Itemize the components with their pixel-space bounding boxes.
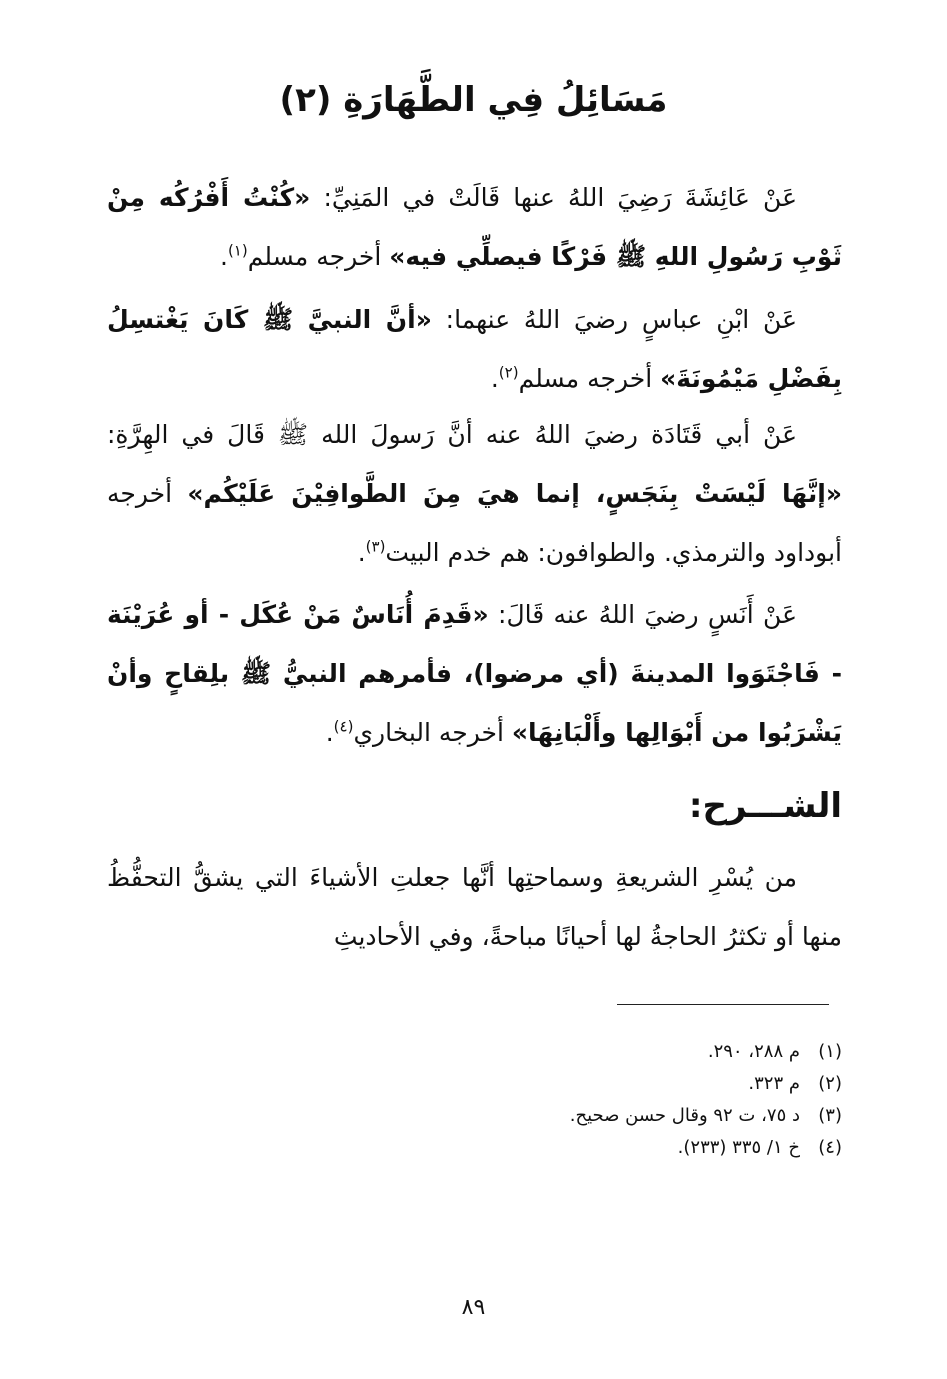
hadith-text xyxy=(107,290,842,408)
footnotes xyxy=(107,1036,842,1164)
page-number: ٨٩ xyxy=(461,1295,486,1320)
hadith-text xyxy=(107,405,842,582)
commentary-paragraph xyxy=(107,848,842,966)
hadith-quote: «كُنْتُ أَفْرُكُه مِنْ ثَوْبِ رَسُولِ اللهِ ﷺ فَرْكًا فيصلِّي فيه» xyxy=(107,183,842,271)
footnote-number: (٤) xyxy=(818,1137,842,1158)
hadith-intro: عَنْ أَنَسٍ رضيَ اللهُ عنه قَالَ: xyxy=(488,600,797,629)
footnote-marker: (٣) xyxy=(365,537,386,556)
footnote-text: م ٣٢٣. xyxy=(748,1073,800,1094)
hadith-quote: «أنَّ النبيَّ ﷺ كَانَ يَغْتسِلُ بِفَضْلِ مَيْمُونَةَ» xyxy=(107,305,842,393)
hadith-intro: عَنْ أبي قَتَادَة رضيَ اللهُ عنه أنَّ رَسولَ الله ﷺ قَالَ في الهِرَّةِ: xyxy=(107,420,797,449)
hadith-source: أخرجه مسلم xyxy=(518,364,661,393)
footnote-item xyxy=(107,1036,842,1068)
footnote-marker: (٢) xyxy=(498,363,519,382)
footnote-item xyxy=(107,1132,842,1164)
footnote-marker: (٤) xyxy=(333,717,354,736)
footnote-item xyxy=(107,1100,842,1132)
footnote-number: (٣) xyxy=(818,1105,842,1126)
hadith-end: . xyxy=(490,364,499,393)
page-title: مَسَائِلُ فِي الطَّهَارَةِ (٢) xyxy=(279,80,668,120)
hadith-quote: «إنَّهَا لَيْسَتْ بِنَجَسٍ، إنما هيَ مِنَ الطَّوافِيْنَ عَلَيْكُم» xyxy=(187,479,842,508)
hadith-end: . xyxy=(219,242,228,271)
hadith-source: أخرجه البخاري xyxy=(353,718,512,747)
hadith-source: أخرجه أبوداود والترمذي. والطوافون: هم خدم البيت xyxy=(107,479,842,567)
footnote-item xyxy=(107,1068,842,1100)
hadith-quote: «قَدِمَ أُنَاسٌ مَنْ عُكَل - أو عُرَيْنَة - فَاجْتَوَوا المدينةَ (أي مرضوا)، فأمرهم النبيُّ ﷺ بلِقاحٍ وأنْ يَشْرَبُوا من أَبْوَالِها وأَلْبَانِهَا» xyxy=(107,600,842,747)
hadith-end: . xyxy=(357,538,366,567)
hadith-text xyxy=(107,168,842,286)
commentary-text: من يُسْرِ الشريعةِ وسماحتِها أنَّها جعلتِ الأشياءَ التي يشقُّ التحفُّظُ منها أو تكثرُ الحاجةُ لها أحيانًا مباحةً، وفي الأحاديثِ xyxy=(107,863,842,951)
footnote-text: خ ١/ ٣٣٥ (٢٣٣). xyxy=(677,1137,800,1158)
footnote-number: (٢) xyxy=(818,1073,842,1094)
footnote-number: (١) xyxy=(818,1041,842,1062)
footnote-marker: (١) xyxy=(227,241,248,260)
hadith-paragraph xyxy=(107,405,842,582)
hadith-source: أخرجه مسلم xyxy=(247,242,390,271)
hadith-paragraph xyxy=(107,290,842,408)
footnote-text: د ٧٥، ت ٩٢ وقال حسن صحيح. xyxy=(569,1105,800,1126)
footnote-text: م ٢٨٨، ٢٩٠. xyxy=(707,1041,800,1062)
footnote-divider xyxy=(617,1004,829,1005)
hadith-end: . xyxy=(325,718,334,747)
commentary-heading: الشـــرح: xyxy=(688,786,842,826)
hadith-text xyxy=(107,585,842,762)
hadith-intro: عَنْ عَائِشَةَ رَضِيَ اللهُ عنها قَالَتْ في المَنِيِّ: xyxy=(310,183,798,212)
hadith-paragraph xyxy=(107,585,842,762)
hadith-paragraph xyxy=(107,168,842,286)
hadith-intro: عَنْ ابْنِ عباسٍ رضيَ اللهُ عنهما: xyxy=(431,305,797,334)
